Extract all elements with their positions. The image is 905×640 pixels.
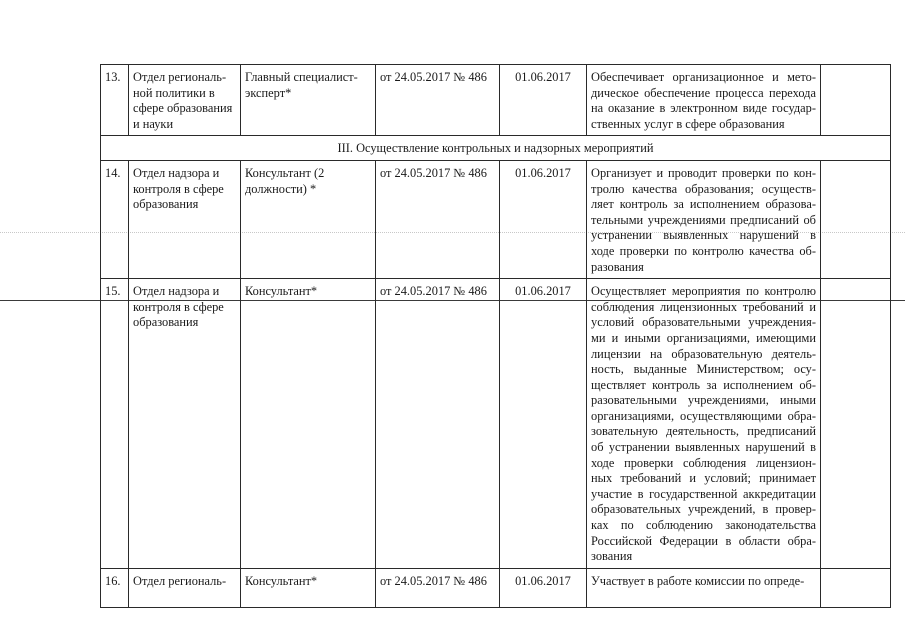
position-cell: Главный специалист-эксперт* xyxy=(241,65,376,136)
empty-cell xyxy=(821,568,891,607)
department-cell: Отдел региональ- xyxy=(129,568,241,607)
duties-cell: Обеспечивает организационное и мето-дическое обеспечение процесса перехода на оказание в электронном виде государ-ственных услуг в сфере образования xyxy=(587,65,821,136)
table-row xyxy=(101,568,891,607)
table-row xyxy=(101,65,891,136)
date-cell: 01.06.2017 xyxy=(500,160,587,278)
empty-cell xyxy=(821,160,891,278)
position-cell: Консультант* xyxy=(241,568,376,607)
department-cell: Отдел региональ-ной политики в сфере образования и науки xyxy=(129,65,241,136)
row-number: 15. xyxy=(101,279,129,569)
positions-table xyxy=(100,64,891,608)
empty-cell xyxy=(821,279,891,569)
row-number: 16. xyxy=(101,568,129,607)
order-cell: от 24.05.2017 № 486 xyxy=(376,160,500,278)
date-cell: 01.06.2017 xyxy=(500,65,587,136)
table-row xyxy=(101,279,891,569)
department-cell: Отдел надзора и контроля в сфере образования xyxy=(129,279,241,569)
order-cell: от 24.05.2017 № 486 xyxy=(376,65,500,136)
row-number: 13. xyxy=(101,65,129,136)
row-number: 14. xyxy=(101,160,129,278)
date-cell: 01.06.2017 xyxy=(500,568,587,607)
duties-cell: Организует и проводит проверки по кон-тролю качества образования; осуществ-ляет контроль за исполнением образова-тельными учреждениями предписаний об устранении выявленных нарушений в ходе проверки по контролю качества об-разования xyxy=(587,160,821,278)
empty-cell xyxy=(821,65,891,136)
order-cell: от 24.05.2017 № 486 xyxy=(376,568,500,607)
order-cell: от 24.05.2017 № 486 xyxy=(376,279,500,569)
position-cell: Консультант* xyxy=(241,279,376,569)
department-cell: Отдел надзора и контроля в сфере образования xyxy=(129,160,241,278)
duties-cell: Осуществляет мероприятия по контролю соблюдения лицензионных требований и условий образовательными учреждения-ми и иными организациями, имеющими лицензии на образовательную деятель-ность, выданные Министерством; осу-ществляет контроль за исполнением об-разовательными учреждениями, иными организациями, осуществляющими обра-зовательную деятельность, предписаний об устранении выявленных нарушений в ходе проверки соблюдения лицензион-ных требований и условий; принимает участие в государственной аккредитации образовательных учреждений, в провер-ках по соблюдению законодательства Российской Федерации в области обра-зования xyxy=(587,279,821,569)
date-cell: 01.06.2017 xyxy=(500,279,587,569)
table-row xyxy=(101,160,891,278)
duties-cell: Участвует в работе комиссии по опреде- xyxy=(587,568,821,607)
section-heading-row xyxy=(101,136,891,161)
position-cell: Консультант (2 должности) * xyxy=(241,160,376,278)
section-heading: III. Осуществление контрольных и надзорных мероприятий xyxy=(101,136,891,161)
